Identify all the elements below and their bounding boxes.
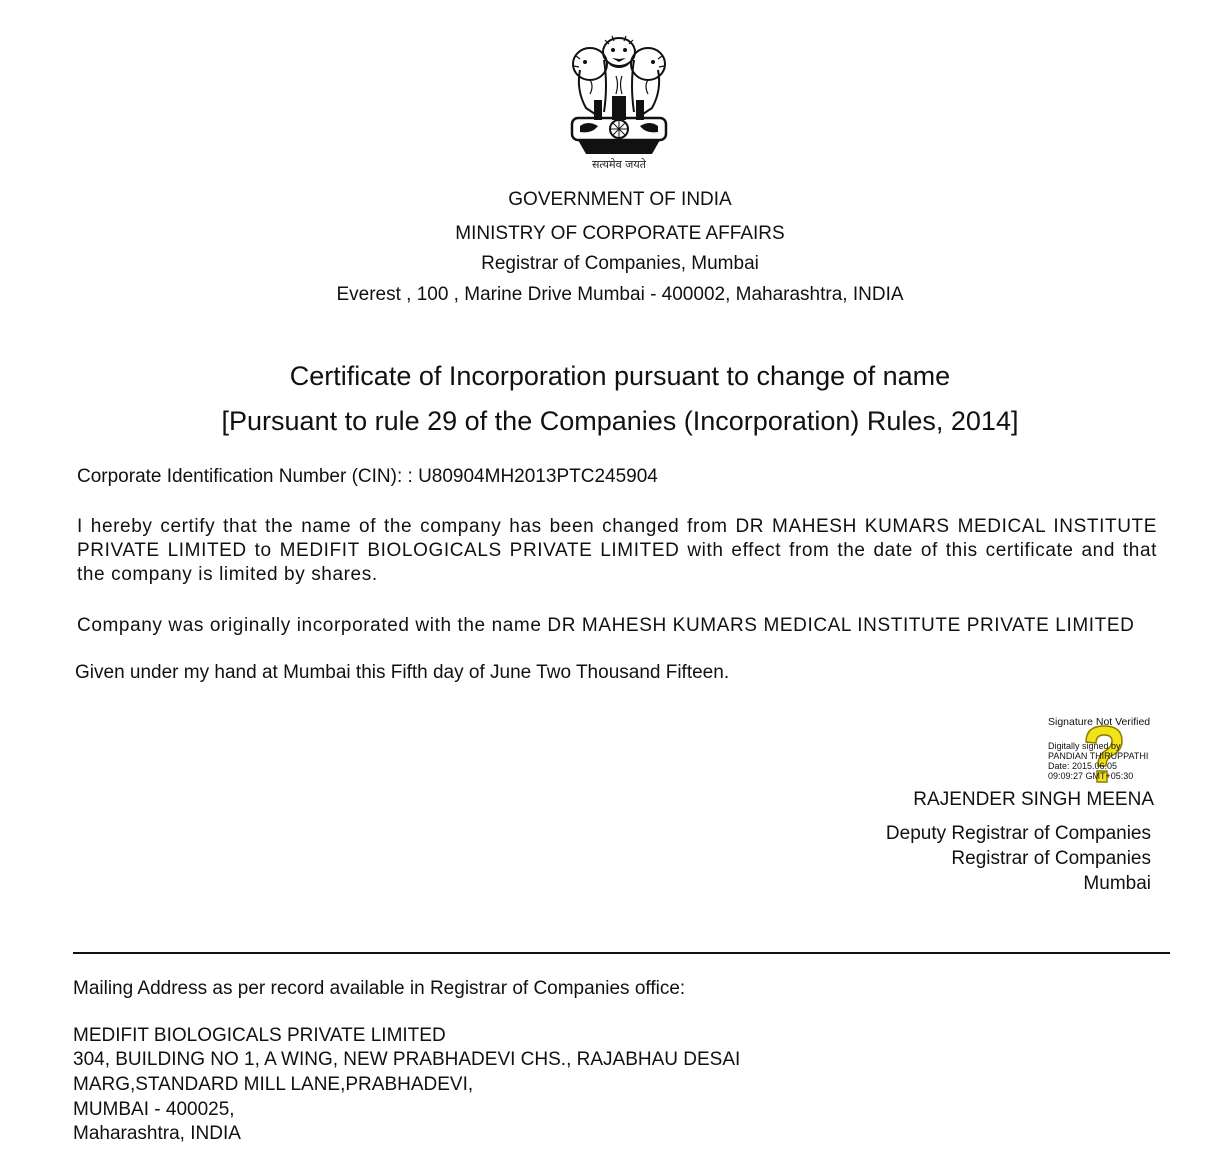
national-emblem-icon bbox=[560, 30, 678, 178]
signatory-office: Registrar of Companies bbox=[951, 848, 1151, 869]
header-address: Everest , 100 , Marine Drive Mumbai - 400002, Maharashtra, INDIA bbox=[336, 284, 904, 305]
original-name-text: Company was originally incorporated with the name DR MAHESH KUMARS MEDICAL INSTITUTE PRIVATE LIMITED bbox=[77, 615, 1135, 636]
signature-signed-by-label: Digitally signed by bbox=[1048, 741, 1121, 751]
certificate-subtitle: [Pursuant to rule 29 of the Companies (Incorporation) Rules, 2014] bbox=[221, 406, 1019, 436]
signature-status: Signature Not Verified bbox=[1048, 716, 1151, 728]
signatory-city: Mumbai bbox=[1083, 873, 1151, 894]
certificate-title: Certificate of Incorporation pursuant to change of name bbox=[289, 361, 951, 391]
signature-details bbox=[1048, 741, 1148, 781]
mailing-heading: Mailing Address as per record available in Registrar of Companies office: bbox=[73, 978, 686, 999]
signatory-title: Deputy Registrar of Companies bbox=[885, 823, 1151, 844]
header-government: GOVERNMENT OF INDIA bbox=[508, 189, 732, 210]
certificate-paragraph: I hereby certify that the name of the company has been changed from DR MAHESH KUMARS MEDICAL INSTITUTE PRIVATE LIMITED to MEDIFIT BIOLOGICALS PRIVATE LIMITED with effect from the date of this certificate and that the company is limited by shares. bbox=[77, 516, 1157, 585]
digital-signature-block[interactable] bbox=[1048, 716, 1178, 784]
section-divider bbox=[73, 952, 1170, 954]
original-name-paragraph bbox=[77, 614, 1157, 638]
header-ministry: MINISTRY OF CORPORATE AFFAIRS bbox=[455, 223, 785, 244]
mailing-address-line1: 304, BUILDING NO 1, A WING, NEW PRABHADEVI CHS., RAJABHAU DESAI bbox=[73, 1049, 741, 1070]
header-registrar: Registrar of Companies, Mumbai bbox=[481, 253, 759, 274]
mailing-address-line3: MUMBAI - 400025, bbox=[73, 1099, 235, 1120]
signature-signer-name: PANDIAN THIRUPPATHI bbox=[1048, 751, 1149, 761]
mailing-address-line4: Maharashtra, INDIA bbox=[73, 1123, 241, 1144]
mailing-address-line2: MARG,STANDARD MILL LANE,PRABHADEVI, bbox=[73, 1074, 474, 1095]
cin-line: Corporate Identification Number (CIN): : U80904MH2013PTC245904 bbox=[77, 466, 658, 487]
signature-date: Date: 2015.06.05 bbox=[1048, 761, 1118, 771]
given-under-hand: Given under my hand at Mumbai this Fifth day of June Two Thousand Fifteen. bbox=[75, 662, 730, 683]
mailing-company: MEDIFIT BIOLOGICALS PRIVATE LIMITED bbox=[73, 1025, 446, 1046]
signature-time: 09:09:27 GMT+05:30 bbox=[1048, 771, 1134, 781]
emblem-motto: सत्यमेव जयते bbox=[591, 158, 646, 171]
signatory-name: RAJENDER SINGH MEENA bbox=[913, 789, 1154, 810]
